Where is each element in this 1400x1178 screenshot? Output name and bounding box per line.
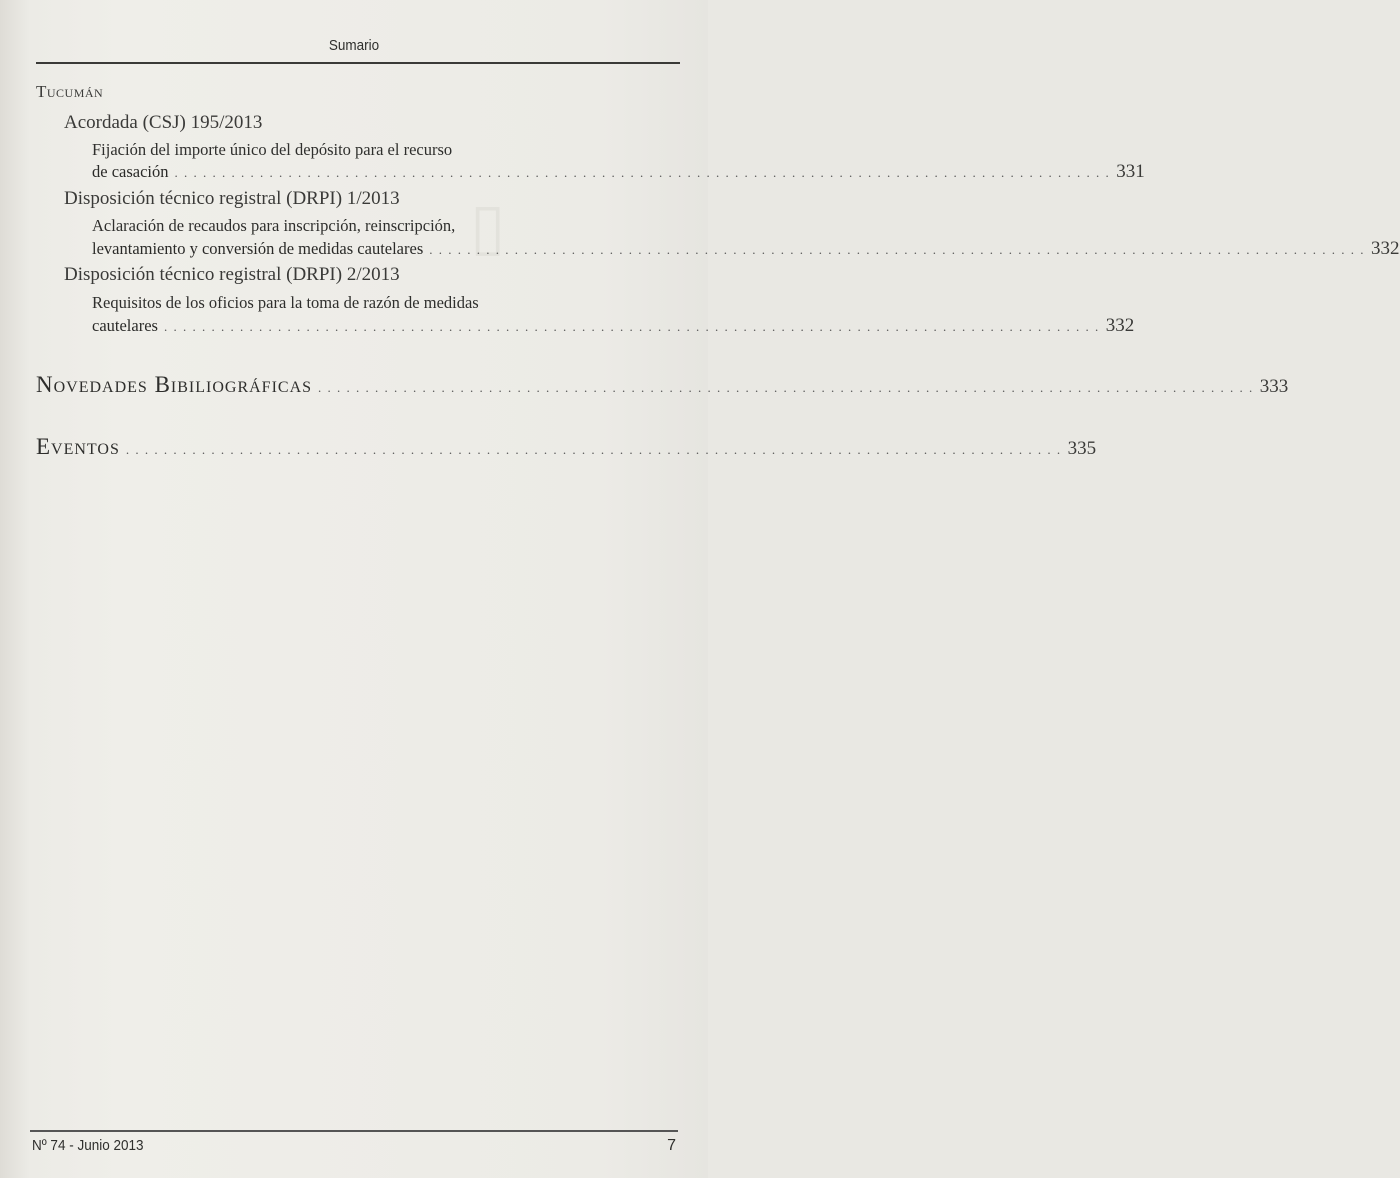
section-heading-eventos: Eventos — [36, 434, 120, 459]
toc-entry-title: Acordada (CSJ) 195/2013 — [64, 112, 263, 133]
toc-entry-desc: Aclaración de recaudos para inscripción, reinscripción, — [92, 216, 456, 235]
leader-dots: . . . . . . . . . . . . . . . . . . . . . . . . . . . . . . . . . . . . . . . . . . . . . . . . . . . . . . . . . . . . . . . . . . . . . . . . . . . . . . . . . . . . . . . . . . . . . . . . . . . — [318, 380, 1254, 395]
header-rule — [36, 62, 680, 64]
section-heading-tucuman: Tucumán — [36, 82, 104, 101]
page-number: 331 — [1116, 161, 1145, 182]
page-number: 333 — [1259, 376, 1289, 397]
toc-entry-title: Disposición técnico registral (DRPI) 1/2013 — [64, 188, 400, 209]
leader-dots: . . . . . . . . . . . . . . . . . . . . . . . . . . . . . . . . . . . . . . . . . . . . . . . . . . . . . . . . . . . . . . . . . . . . . . . . . . . . . . . . . . . . . . . . . . . . . . . . . . . — [429, 242, 1365, 257]
page-number: 332 — [1371, 238, 1400, 259]
section-heading-novedades: Novedades Bibiliográficas — [36, 372, 313, 397]
footer-rule — [30, 1130, 678, 1132]
footer-page-number: 7 — [667, 1137, 676, 1154]
leader-dots: . . . . . . . . . . . . . . . . . . . . . . . . . . . . . . . . . . . . . . . . . . . . . . . . . . . . . . . . . . . . . . . . . . . . . . . . . . . . . . . . . . . . . . . . . . . . . . . . . . . — [125, 442, 1062, 457]
toc-section-eventos[interactable] — [36, 434, 1097, 460]
toc-entry-desc: Fijación del importe único del depósito para el recurso — [92, 140, 453, 159]
page-number: 335 — [1067, 438, 1097, 459]
toc-entry-leader[interactable] — [92, 315, 1135, 337]
page-number: 332 — [1105, 315, 1135, 336]
toc-entry-leader[interactable] — [92, 161, 1145, 183]
running-header: Sumario — [328, 37, 380, 54]
bleed-through-mark: ▯ — [470, 191, 506, 262]
toc-entry-title: Disposición técnico registral (DRPI) 2/2013 — [64, 264, 400, 285]
toc-entry-desc: de casación — [92, 162, 169, 181]
toc-entry-desc: Requisitos de los oficios para la toma de razón de medidas — [92, 293, 479, 312]
toc-entry-desc: cautelares — [92, 316, 158, 335]
footer-issue: Nº 74 - Junio 2013 — [32, 1137, 144, 1154]
toc-entry-desc: levantamiento y conversión de medidas cautelares — [92, 239, 424, 258]
toc-entry-leader[interactable] — [92, 238, 1400, 260]
toc-section-novedades[interactable] — [36, 372, 1289, 398]
leader-dots: . . . . . . . . . . . . . . . . . . . . . . . . . . . . . . . . . . . . . . . . . . . . . . . . . . . . . . . . . . . . . . . . . . . . . . . . . . . . . . . . . . . . . . . . . . . . . . . . . . . — [174, 165, 1111, 180]
leader-dots: . . . . . . . . . . . . . . . . . . . . . . . . . . . . . . . . . . . . . . . . . . . . . . . . . . . . . . . . . . . . . . . . . . . . . . . . . . . . . . . . . . . . . . . . . . . . . . . . . . . — [163, 319, 1100, 334]
